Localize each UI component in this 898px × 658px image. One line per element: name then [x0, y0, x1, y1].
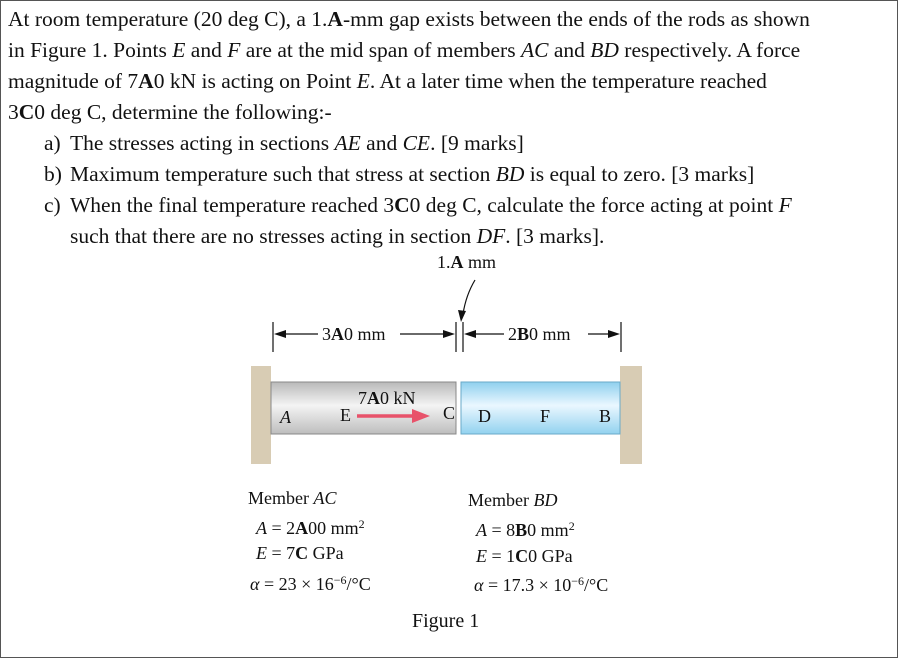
point-d-label: D — [478, 406, 491, 426]
question-c-continued: such that there are no stresses acting in section DF. [3 marks]. — [70, 224, 605, 248]
gap-leader — [458, 280, 475, 322]
left-wall — [251, 366, 271, 464]
problem-line-1: At room temperature (20 deg C), a 1.A-mm gap exists between the ends of the rods as shown — [8, 7, 810, 31]
length-ac-label: 3A0 mm — [322, 324, 386, 344]
question-a: a) The stresses acting in sections AE and CE. [9 marks] — [44, 131, 524, 155]
member-bd-title: Member BD — [468, 490, 558, 510]
problem-line-2: in Figure 1. Points E and F are at the mid span of members AC and BD respectively. A force — [8, 38, 801, 62]
force-label: 7A0 kN — [358, 388, 416, 408]
member-bd-area: A = 8B0 $mm^2$ — [476, 519, 575, 540]
right-wall — [620, 366, 642, 464]
point-a-label: A — [280, 407, 291, 427]
figure-caption: Figure 1 — [412, 610, 480, 632]
point-f-label: F — [540, 406, 551, 426]
point-b-label: B — [599, 406, 612, 426]
point-e-label: E — [340, 405, 351, 425]
point-c-label: C — [443, 403, 456, 423]
member-ac-alpha: $\alpha = 23 \times 16^{-6}/^\circ C$ — [250, 573, 371, 594]
question-c: c) When the final temperature reached 3C0 deg C, calculate the force acting at point F — [44, 193, 792, 217]
problem-line-4: 3C0 deg C, determine the following:- — [8, 100, 332, 124]
member-ac-modulus: E = 7C GPa — [256, 543, 344, 563]
question-b: b) Maximum temperature such that stress at section BD is equal to zero. [3 marks] — [44, 162, 755, 186]
length-bd-label: 2B0 mm — [508, 324, 571, 344]
gap-label: 1.A mm — [437, 252, 497, 272]
member-ac-area: A = 2A00 $mm^2$ — [256, 517, 365, 538]
problem-line-3: magnitude of 7A0 kN is acting on Point E. At a later time when the temperature reached — [8, 69, 767, 93]
member-ac-title: Member AC — [248, 488, 337, 508]
member-bd-alpha: $\alpha = 17.3 \times 10^{-6}/^\circ C$ — [474, 574, 609, 595]
member-bd-modulus: E = 1C0 GPa — [476, 546, 573, 566]
